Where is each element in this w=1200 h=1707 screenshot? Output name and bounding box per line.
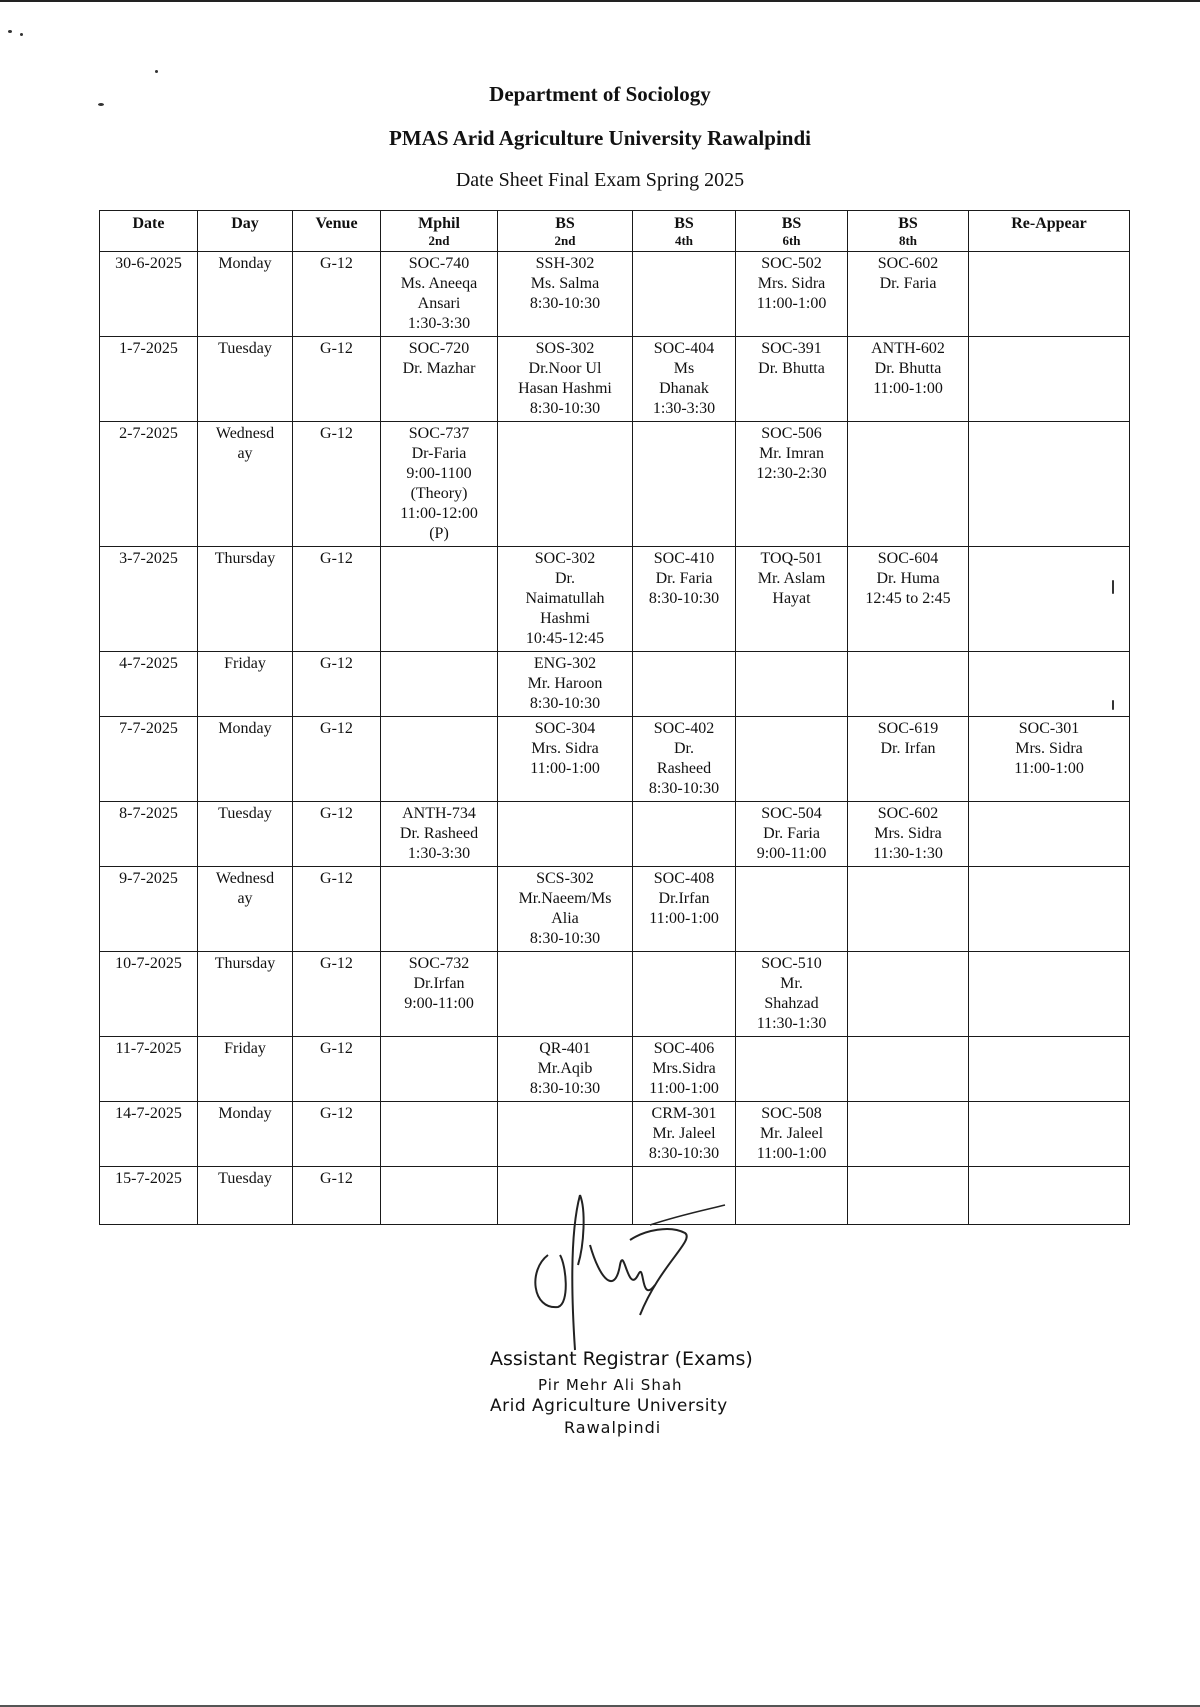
- column-header-reappear: Re-Appear: [969, 211, 1130, 252]
- bs-6th-cell: [736, 252, 848, 337]
- cell-text: G-12: [320, 255, 353, 272]
- cell-text: 3-7-2025: [119, 550, 178, 567]
- cell-text-line: SOC-391: [761, 340, 822, 357]
- bs-8th-cell: [848, 1102, 969, 1167]
- cell-text: G-12: [320, 955, 353, 972]
- cell-text-line: Dr.Irfan: [413, 975, 465, 992]
- cell-text-line: Dr-Faria: [411, 445, 467, 462]
- date-cell: [100, 1037, 198, 1102]
- cell-text-line: 9:00-1100: [406, 465, 472, 482]
- cell-text: 1-7-2025: [119, 340, 178, 357]
- bs-8th-cell: [848, 952, 969, 1037]
- cell-text-line: Wednesd: [215, 870, 275, 887]
- bs-4th-cell: [633, 867, 736, 952]
- cell-text-line: Monday: [218, 255, 272, 272]
- cell-text-line: 8:30-10:30: [648, 590, 720, 607]
- bs-6th-cell: [736, 337, 848, 422]
- cell-text-line: Dhanak: [659, 380, 709, 397]
- mphil-2nd-cell: [381, 1102, 498, 1167]
- cell-text-line: 11:00-1:00: [649, 1080, 719, 1097]
- cell-text-line: Mrs. Sidra: [1015, 740, 1083, 757]
- cell-text-line: 8:30-10:30: [529, 400, 601, 417]
- mphil-2nd-cell: [381, 422, 498, 547]
- cell-text-line: SOC-408: [653, 870, 715, 887]
- signature-scribble: [520, 1185, 750, 1355]
- cell-text-line: SOC-619: [877, 720, 939, 737]
- bs-6th-cell: [736, 422, 848, 547]
- mphil-2nd-cell: [381, 252, 498, 337]
- bs-6th-cell: [736, 1037, 848, 1102]
- cell-text-line: Thursday: [214, 550, 276, 567]
- reappear-cell: [969, 422, 1130, 547]
- bs-6th-cell: [736, 867, 848, 952]
- cell-text-line: SOC-602: [877, 805, 939, 822]
- day-cell: [198, 337, 293, 422]
- cell-text-line: TOQ-501: [760, 550, 823, 567]
- cell-text-line: SOC-304: [534, 720, 596, 737]
- column-header-venue: Venue: [293, 211, 381, 252]
- signatory-title: Assistant Registrar (Exams): [490, 1348, 753, 1370]
- cell-text-line: Friday: [224, 655, 266, 672]
- cell-text: G-12: [320, 1040, 353, 1057]
- reappear-cell: [969, 952, 1130, 1037]
- date-cell: [100, 717, 198, 802]
- bs-4th-cell: [633, 1037, 736, 1102]
- mphil-2nd-cell: [381, 802, 498, 867]
- cell-text-line: 11:00-1:00: [756, 1145, 827, 1162]
- bs-8th-cell: [848, 652, 969, 717]
- reappear-cell: [969, 547, 1130, 652]
- reappear-cell: [969, 1102, 1130, 1167]
- cell-text-line: 9:00-11:00: [756, 845, 827, 862]
- cell-text-line: Mr. Jaleel: [759, 1125, 824, 1142]
- cell-text-line: Dr.Noor Ul: [528, 360, 602, 377]
- bs-8th-cell: [848, 802, 969, 867]
- cell-text-line: SOC-406: [653, 1040, 715, 1057]
- date-cell: [100, 867, 198, 952]
- date-cell: [100, 422, 198, 547]
- bs-2nd-cell: [498, 547, 633, 652]
- table-row: [100, 422, 1130, 547]
- day-cell: [198, 717, 293, 802]
- cell-text-line: 8:30-10:30: [648, 780, 720, 797]
- cell-text: 30-6-2025: [115, 255, 182, 272]
- table-row: [100, 1037, 1130, 1102]
- cell-text-line: SOC-402: [653, 720, 715, 737]
- column-header-bs-6th: BS 6th: [736, 211, 848, 252]
- cell-text: G-12: [320, 425, 353, 442]
- day-cell: [198, 1037, 293, 1102]
- cell-text-line: Hayat: [772, 590, 811, 607]
- day-cell: [198, 1167, 293, 1225]
- cell-text-line: 1:30-3:30: [407, 315, 471, 332]
- cell-text-line: Wednesd: [215, 425, 275, 442]
- cell-text-line: SOC-502: [761, 255, 822, 272]
- bs-2nd-cell: [498, 802, 633, 867]
- venue-cell: [293, 717, 381, 802]
- cell-text: 8-7-2025: [119, 805, 178, 822]
- bs-8th-cell: [848, 252, 969, 337]
- cell-text-line: Friday: [224, 1040, 266, 1057]
- cell-text-line: Alia: [551, 910, 579, 927]
- cell-text-line: 11:30-1:30: [756, 1015, 827, 1032]
- venue-cell: [293, 422, 381, 547]
- scan-speck: [20, 33, 23, 36]
- cell-text-line: Dr. Faria: [655, 570, 713, 587]
- date-cell: [100, 1167, 198, 1225]
- cell-text-line: Dr. Huma: [876, 570, 940, 587]
- bs-6th-cell: [736, 547, 848, 652]
- column-header-date: Date: [100, 211, 198, 252]
- date-sheet-title: Date Sheet Final Exam Spring 2025: [455, 169, 745, 191]
- mphil-2nd-cell: [381, 1037, 498, 1102]
- cell-text-line: ay: [237, 890, 253, 907]
- cell-text-line: Dr. Faria: [763, 825, 820, 842]
- venue-cell: [293, 1037, 381, 1102]
- cell-text-line: 8:30-10:30: [529, 1080, 601, 1097]
- mphil-2nd-cell: [381, 952, 498, 1037]
- bs-2nd-cell: [498, 1102, 633, 1167]
- cell-text-line: Dr. Faria: [879, 275, 937, 292]
- cell-text-line: Hasan Hashmi: [518, 380, 612, 397]
- cell-text: G-12: [320, 720, 353, 737]
- column-header-mphil-2nd: Mphil 2nd: [381, 211, 498, 252]
- bs-8th-cell: [848, 1037, 969, 1102]
- cell-text-line: Ms. Aneeqa: [400, 275, 478, 292]
- cell-text-line: SOC-737: [408, 425, 470, 442]
- date-cell: [100, 337, 198, 422]
- date-cell: [100, 652, 198, 717]
- cell-text-line: Mr. Jaleel: [652, 1125, 716, 1142]
- column-header-bs-2nd: BS 2nd: [498, 211, 633, 252]
- cell-text-line: 8:30-10:30: [648, 1145, 720, 1162]
- cell-text-line: SOC-720: [408, 340, 470, 357]
- cell-text-line: 11:00-12:00: [400, 505, 478, 522]
- cell-text-line: 11:30-1:30: [873, 845, 943, 862]
- cell-text-line: SOC-302: [534, 550, 596, 567]
- table-row: [100, 867, 1130, 952]
- cell-text-line: 8:30-10:30: [529, 295, 601, 312]
- cell-text-line: Shahzad: [764, 995, 819, 1012]
- bs-2nd-cell: [498, 952, 633, 1037]
- cell-text-line: 1:30-3:30: [652, 400, 716, 417]
- cell-text: G-12: [320, 870, 353, 887]
- signatory-city: Rawalpindi: [564, 1418, 662, 1437]
- column-header-bs-8th: BS 8th: [848, 211, 969, 252]
- table-row: [100, 547, 1130, 652]
- cell-text-line: Dr.Irfan: [658, 890, 710, 907]
- bs-6th-cell: [736, 652, 848, 717]
- reappear-cell: [969, 802, 1130, 867]
- reappear-cell: [969, 717, 1130, 802]
- bs-4th-cell: [633, 952, 736, 1037]
- cell-text: 15-7-2025: [115, 1170, 182, 1187]
- bs-6th-cell: [736, 952, 848, 1037]
- day-cell: [198, 952, 293, 1037]
- bs-2nd-cell: [498, 252, 633, 337]
- cell-text: 7-7-2025: [119, 720, 178, 737]
- bs-6th-cell: [736, 802, 848, 867]
- bs-4th-cell: [633, 717, 736, 802]
- venue-cell: [293, 1102, 381, 1167]
- mphil-2nd-cell: [381, 1167, 498, 1225]
- venue-cell: [293, 1167, 381, 1225]
- cell-text-line: SCS-302: [536, 870, 594, 887]
- cell-text-line: Mr. Aslam: [757, 570, 826, 587]
- cell-text-line: SOC-301: [1018, 720, 1080, 737]
- bs-4th-cell: [633, 422, 736, 547]
- reappear-cell: [969, 652, 1130, 717]
- cell-text: 14-7-2025: [115, 1105, 182, 1122]
- cell-text: G-12: [320, 340, 353, 357]
- cell-text-line: Monday: [218, 1105, 272, 1122]
- cell-text-line: Ms. Salma: [530, 275, 600, 292]
- table-header-row: [100, 211, 1130, 252]
- day-cell: [198, 547, 293, 652]
- table-body: [100, 252, 1130, 1225]
- table-row: [100, 1102, 1130, 1167]
- cell-text-line: 8:30-10:30: [529, 695, 601, 712]
- cell-text-line: Mr. Haroon: [527, 675, 603, 692]
- cell-text-line: QR-401: [539, 1040, 591, 1057]
- cell-text-line: CRM-301: [651, 1105, 717, 1122]
- cell-text-line: Mr. Imran: [759, 445, 824, 462]
- bs-4th-cell: [633, 652, 736, 717]
- cell-text-line: SOC-604: [877, 550, 939, 567]
- cell-text-line: Mrs. Sidra: [874, 825, 942, 842]
- department-title: Department of Sociology: [489, 82, 711, 106]
- cell-text-line: Naimatullah: [525, 590, 605, 607]
- day-cell: [198, 652, 293, 717]
- table-row: [100, 337, 1130, 422]
- bs-8th-cell: [848, 1167, 969, 1225]
- venue-cell: [293, 652, 381, 717]
- reappear-cell: [969, 867, 1130, 952]
- cell-text-line: Dr. Irfan: [880, 740, 936, 757]
- cell-text-line: Mr.Aqib: [537, 1060, 593, 1077]
- cell-text-line: Ansari: [417, 295, 461, 312]
- venue-cell: [293, 337, 381, 422]
- cell-text-line: 11:00-1:00: [649, 910, 719, 927]
- cell-text: 9-7-2025: [119, 870, 178, 887]
- cell-text: 4-7-2025: [119, 655, 178, 672]
- bs-4th-cell: [633, 1102, 736, 1167]
- mphil-2nd-cell: [381, 867, 498, 952]
- scan-speck: [8, 30, 12, 33]
- mphil-2nd-cell: [381, 337, 498, 422]
- cell-text-line: 1:30-3:30: [407, 845, 471, 862]
- cell-text-line: 12:30-2:30: [756, 465, 827, 482]
- cell-text: G-12: [320, 1105, 353, 1122]
- cell-text-line: 11:00-1:00: [1014, 760, 1084, 777]
- bs-8th-cell: [848, 717, 969, 802]
- table-row: [100, 652, 1130, 717]
- bs-2nd-cell: [498, 1037, 633, 1102]
- cell-text: 10-7-2025: [115, 955, 182, 972]
- cell-text-line: SOC-732: [408, 955, 470, 972]
- venue-cell: [293, 252, 381, 337]
- bs-2nd-cell: [498, 867, 633, 952]
- cell-text-line: SSH-302: [535, 255, 595, 272]
- cell-text: 11-7-2025: [115, 1040, 182, 1057]
- reappear-cell: [969, 252, 1130, 337]
- bs-8th-cell: [848, 422, 969, 547]
- cell-text: 2-7-2025: [119, 425, 178, 442]
- cell-text: G-12: [320, 550, 353, 567]
- cell-text-line: Mrs. Sidra: [531, 740, 599, 757]
- bs-4th-cell: [633, 547, 736, 652]
- cell-text-line: 11:00-1:00: [530, 760, 600, 777]
- day-cell: [198, 252, 293, 337]
- reappear-cell: [969, 337, 1130, 422]
- bs-2nd-cell: [498, 717, 633, 802]
- mphil-2nd-cell: [381, 547, 498, 652]
- cell-text-line: 11:00-1:00: [873, 380, 943, 397]
- cell-text-line: SOC-510: [761, 955, 822, 972]
- cell-text-line: SOC-504: [761, 805, 822, 822]
- bs-8th-cell: [848, 337, 969, 422]
- cell-text-line: Thursday: [214, 955, 276, 972]
- cell-text-line: SOC-506: [761, 425, 822, 442]
- cell-text-line: Dr. Bhutta: [758, 360, 825, 377]
- cell-text-line: Mrs.Sidra: [652, 1060, 716, 1077]
- cell-text-line: Tuesday: [218, 1170, 272, 1187]
- bs-2nd-cell: [498, 422, 633, 547]
- bs-4th-cell: [633, 252, 736, 337]
- bs-8th-cell: [848, 867, 969, 952]
- column-header-day: Day: [198, 211, 293, 252]
- bs-4th-cell: [633, 802, 736, 867]
- bs-6th-cell: [736, 717, 848, 802]
- table-row: [100, 717, 1130, 802]
- cell-text-line: Mrs. Sidra: [757, 275, 826, 292]
- day-cell: [198, 867, 293, 952]
- venue-cell: [293, 802, 381, 867]
- bs-4th-cell: [633, 337, 736, 422]
- cell-text-line: SOC-602: [877, 255, 939, 272]
- cell-text: G-12: [320, 1170, 353, 1187]
- reappear-cell: [969, 1167, 1130, 1225]
- cell-text-line: 9:00-11:00: [404, 995, 474, 1012]
- cell-text-line: Tuesday: [218, 805, 272, 822]
- date-sheet-table: [99, 210, 1130, 1225]
- cell-text-line: SOC-508: [761, 1105, 822, 1122]
- cell-text-line: ay: [237, 445, 253, 462]
- cell-text-line: SOC-740: [408, 255, 470, 272]
- venue-cell: [293, 952, 381, 1037]
- date-cell: [100, 802, 198, 867]
- signatory-institution-line1: Pir Mehr Ali Shah: [538, 1376, 683, 1394]
- cell-text-line: SOC-410: [653, 550, 715, 567]
- signatory-institution-line2: Arid Agriculture University: [490, 1396, 728, 1416]
- date-cell: [100, 1102, 198, 1167]
- bs-6th-cell: [736, 1167, 848, 1225]
- cell-text-line: 11:00-1:00: [756, 295, 827, 312]
- day-cell: [198, 1102, 293, 1167]
- cell-text-line: 8:30-10:30: [529, 930, 601, 947]
- venue-cell: [293, 867, 381, 952]
- cell-text-line: ANTH-602: [871, 340, 945, 357]
- cell-text-line: Dr.: [674, 740, 694, 757]
- venue-cell: [293, 547, 381, 652]
- day-cell: [198, 802, 293, 867]
- cell-text-line: 12:45 to 2:45: [865, 590, 951, 607]
- cell-text: G-12: [320, 805, 353, 822]
- cell-text-line: Hashmi: [540, 610, 590, 627]
- mphil-2nd-cell: [381, 652, 498, 717]
- date-cell: [100, 952, 198, 1037]
- cell-text-line: ANTH-734: [402, 805, 476, 822]
- cell-text-line: 10:45-12:45: [525, 630, 605, 647]
- cell-text-line: Mr.Naeem/Ms: [518, 890, 612, 907]
- cell-text-line: SOS-302: [535, 340, 595, 357]
- cell-text: G-12: [320, 655, 353, 672]
- cell-text-line: SOC-404: [653, 340, 715, 357]
- cell-text-line: (Theory): [410, 485, 468, 502]
- reappear-cell: [969, 1037, 1130, 1102]
- top-border-line: [0, 0, 1200, 2]
- table-row: [100, 802, 1130, 867]
- column-header-bs-4th: BS 4th: [633, 211, 736, 252]
- bs-8th-cell: [848, 547, 969, 652]
- mphil-2nd-cell: [381, 717, 498, 802]
- bs-2nd-cell: [498, 337, 633, 422]
- cell-text-line: ENG-302: [533, 655, 597, 672]
- university-title: PMAS Arid Agriculture University Rawalpindi: [389, 126, 811, 150]
- cell-text-line: Monday: [218, 720, 272, 737]
- cell-text-line: Ms: [673, 360, 695, 377]
- cell-text-line: Dr.: [555, 570, 575, 587]
- cell-text-line: Mr.: [780, 975, 803, 992]
- cell-text-line: (P): [429, 525, 449, 542]
- date-cell: [100, 547, 198, 652]
- cell-text-line: Rasheed: [656, 760, 712, 777]
- cell-text-line: Dr. Bhutta: [874, 360, 942, 377]
- bs-6th-cell: [736, 1102, 848, 1167]
- table-row: [100, 252, 1130, 337]
- day-cell: [198, 422, 293, 547]
- cell-text-line: Tuesday: [218, 340, 272, 357]
- date-cell: [100, 252, 198, 337]
- scan-speck: [155, 70, 158, 73]
- bs-2nd-cell: [498, 652, 633, 717]
- table-row: [100, 952, 1130, 1037]
- cell-text-line: Dr. Rasheed: [399, 825, 479, 842]
- cell-text-line: Dr. Mazhar: [402, 360, 476, 377]
